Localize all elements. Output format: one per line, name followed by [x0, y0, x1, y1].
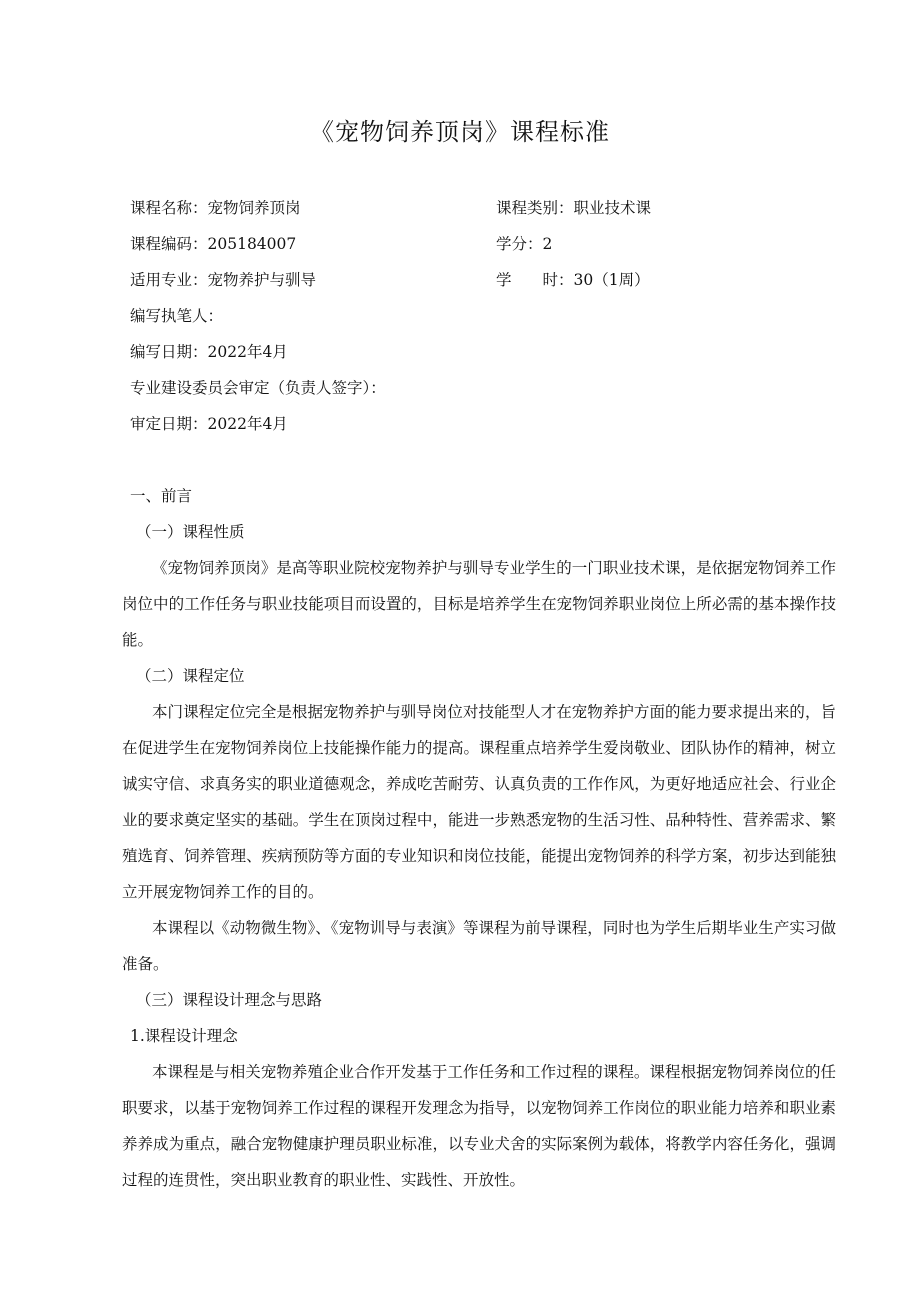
course-credits: 学分：2 [496, 235, 553, 253]
meta-review: 专业建设委员会审定（负责人签字）： [130, 379, 386, 397]
paragraph-design-concept: 本课程是与相关宠物养殖企业合作开发基于工作任务和工作过程的课程。课程根据宠物饲养岗位的任职要求，以基于宠物饲养工作过程的课程开发理念为指导，以宠物饲养工作岗位的职业能力培养和职业素养养成为重点，融合宠物健康护理员职业标准，以专业犬舍的实际案例为载体，将教学内容任务化，强调过程的连贯性，突出职业教育的职业性、实践性、开放性。 [122, 1063, 836, 1189]
subsection-heading-design-concept: 1.课程设计理念 [130, 1027, 238, 1045]
document-body [122, 478, 836, 1198]
meta-row-2 [130, 226, 810, 262]
meta-review-date: 审定日期：2022年4月 [130, 415, 288, 433]
course-code: 课程编码：205184007 [130, 235, 297, 253]
meta-row-3 [130, 262, 810, 298]
course-hours: 学 时：30（1周） [496, 271, 650, 289]
paragraph-positioning-2: 本课程以《动物微生物》、《宠物训导与表演》等课程为前导课程，同时也为学生后期毕业生产实习做准备。 [122, 919, 836, 973]
section-heading-preface: 一、前言 [130, 487, 193, 505]
course-meta [130, 190, 810, 442]
subsection-heading-positioning: （二）课程定位 [136, 667, 245, 685]
subsection-heading-design: （三）课程设计理念与思路 [136, 991, 323, 1009]
meta-write-date: 编写日期：2022年4月 [130, 343, 288, 361]
subsection-heading-nature: （一）课程性质 [136, 523, 245, 541]
course-type: 课程类别：职业技术课 [496, 199, 652, 217]
paragraph-nature: 《宠物饲养顶岗》是高等职业院校宠物养护与驯导专业学生的一门职业技术课，是依据宠物饲养工作岗位中的工作任务与职业技能项目而设置的，目标是培养学生在宠物饲养职业岗位上所必需的基本操作技能。 [122, 559, 836, 649]
document-title: 《宠物饲养顶岗》课程标准 [310, 118, 610, 146]
course-name: 课程名称：宠物饲养顶岗 [130, 199, 301, 217]
paragraph-positioning-1: 本门课程定位完全是根据宠物养护与驯导岗位对技能型人才在宠物养护方面的能力要求提出来的，旨在促进学生在宠物饲养岗位上技能操作能力的提高。课程重点培养学生爱岗敬业、团队协作的精神，树立诚实守信、求真务实的职业道德观念，养成吃苦耐劳、认真负责的工作作风，为更好地适应社会、行业企业的要求奠定坚实的基础。学生在顶岗过程中，能进一步熟悉宠物的生活习性、品种特性、营养需求、繁殖选育、饲养管理、疾病预防等方面的专业知识和岗位技能，能提出宠物饲养的科学方案，初步达到能独立开展宠物饲养工作的目的。 [122, 703, 836, 901]
course-major: 适用专业：宠物养护与驯导 [130, 271, 317, 289]
meta-row-1 [130, 190, 810, 226]
meta-writer: 编写执笔人： [130, 307, 224, 325]
